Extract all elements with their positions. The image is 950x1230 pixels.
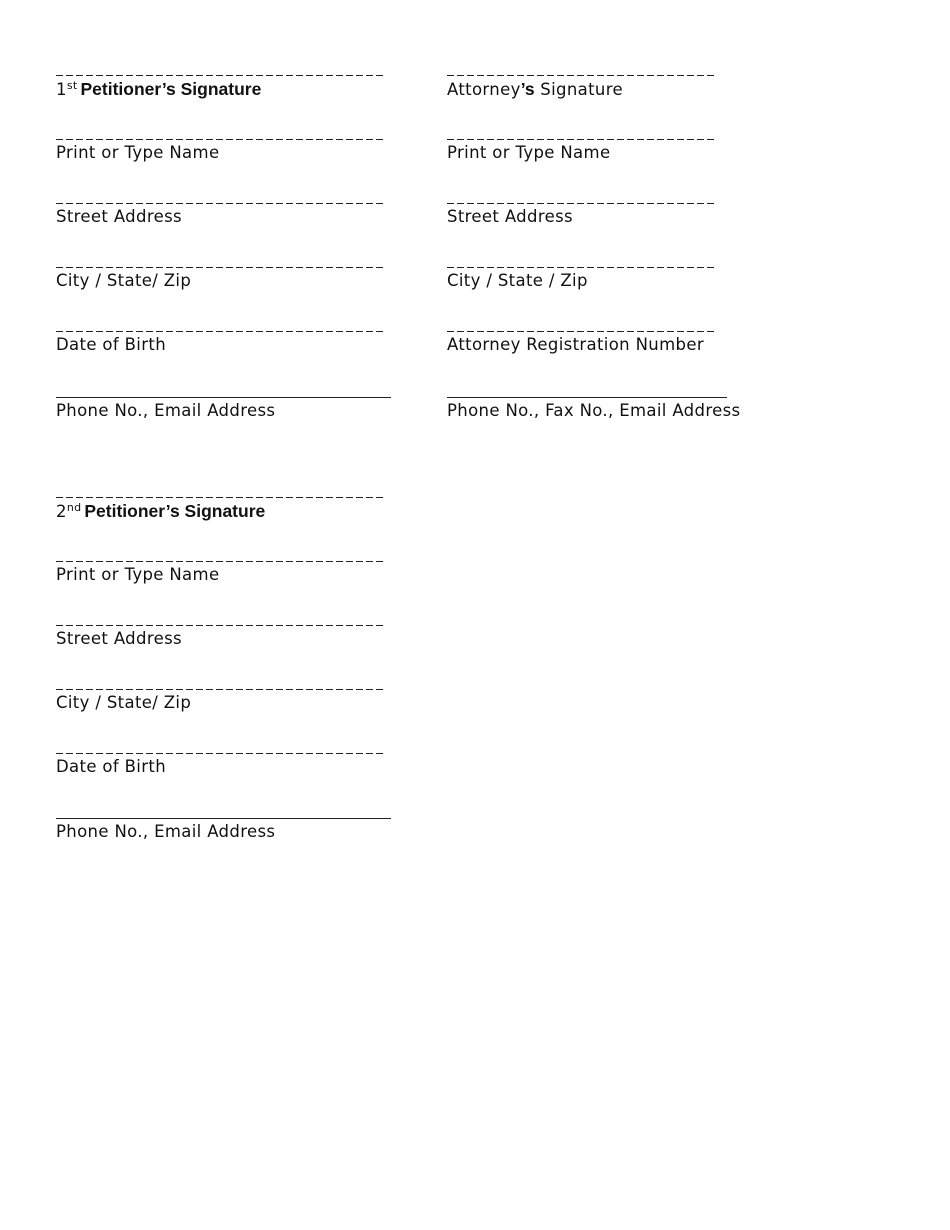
attorney-street-field[interactable] [447,190,715,227]
petitioner2-street-label: Street Address [56,629,182,648]
petitioner1-dob-field[interactable] [56,318,386,355]
petitioner1-contact-label: Phone No., Email Address [56,401,276,420]
petitioner1-contact-line[interactable] [56,384,391,398]
petitioner2-street-field[interactable] [56,612,386,649]
attorney-city-label: City / State / Zip [447,271,588,290]
petitioner2-name-field[interactable] [56,548,386,585]
petitioner2-contact-field[interactable] [56,805,391,842]
petitioner2-dob-label: Date of Birth [56,757,166,776]
attorney-contact-line[interactable] [447,384,727,398]
petitioner2-signature-label: 2nd Petitioner’s Signature [56,501,266,521]
petitioner2-dob-field[interactable] [56,740,386,777]
petitioner2-name-label: Print or Type Name [56,565,220,584]
petitioner2-street-line[interactable] [56,612,386,626]
petitioner2-contact-label: Phone No., Email Address [56,822,276,841]
petitioner1-signature-field[interactable] [56,62,386,100]
petitioner2-dob-line[interactable] [56,740,386,754]
petitioner2-city-field[interactable] [56,676,386,713]
petitioner2-signature-line[interactable] [56,484,386,498]
petitioner1-city-line[interactable] [56,254,386,268]
attorney-name-label: Print or Type Name [447,143,611,162]
petitioner1-name-label: Print or Type Name [56,143,220,162]
attorney-city-field[interactable] [447,254,715,291]
attorney-contact-label: Phone No., Fax No., Email Address [447,401,741,420]
petitioner1-name-line[interactable] [56,126,386,140]
attorney-name-field[interactable] [447,126,715,163]
attorney-signature-field[interactable] [447,62,715,100]
petitioner2-contact-line[interactable] [56,805,391,819]
attorney-signature-line[interactable] [447,62,715,76]
petitioner1-city-label: City / State/ Zip [56,271,192,290]
petitioner1-street-field[interactable] [56,190,386,227]
petitioner2-city-label: City / State/ Zip [56,693,192,712]
petitioner1-name-field[interactable] [56,126,386,163]
attorney-contact-field[interactable] [447,384,741,421]
petitioner1-city-field[interactable] [56,254,386,291]
petitioner1-signature-line[interactable] [56,62,386,76]
petitioner2-signature-field[interactable] [56,484,386,522]
attorney-street-label: Street Address [447,207,573,226]
attorney-registration-field[interactable] [447,318,715,355]
petitioner2-name-line[interactable] [56,548,386,562]
petitioner1-street-label: Street Address [56,207,182,226]
attorney-name-line[interactable] [447,126,715,140]
petitioner2-ordinal: 2nd [56,501,82,521]
petitioner1-signature-label: 1st Petitioner’s Signature [56,79,262,99]
petitioner1-ordinal: 1st [56,79,78,99]
attorney-registration-label: Attorney Registration Number [447,335,704,354]
petitioner1-street-line[interactable] [56,190,386,204]
petitioner2-city-line[interactable] [56,676,386,690]
attorney-signature-label: Attorney’s Signature [447,79,624,99]
petitioner1-dob-line[interactable] [56,318,386,332]
petitioner1-contact-field[interactable] [56,384,391,421]
petitioner1-dob-label: Date of Birth [56,335,166,354]
attorney-registration-line[interactable] [447,318,715,332]
attorney-city-line[interactable] [447,254,715,268]
attorney-street-line[interactable] [447,190,715,204]
